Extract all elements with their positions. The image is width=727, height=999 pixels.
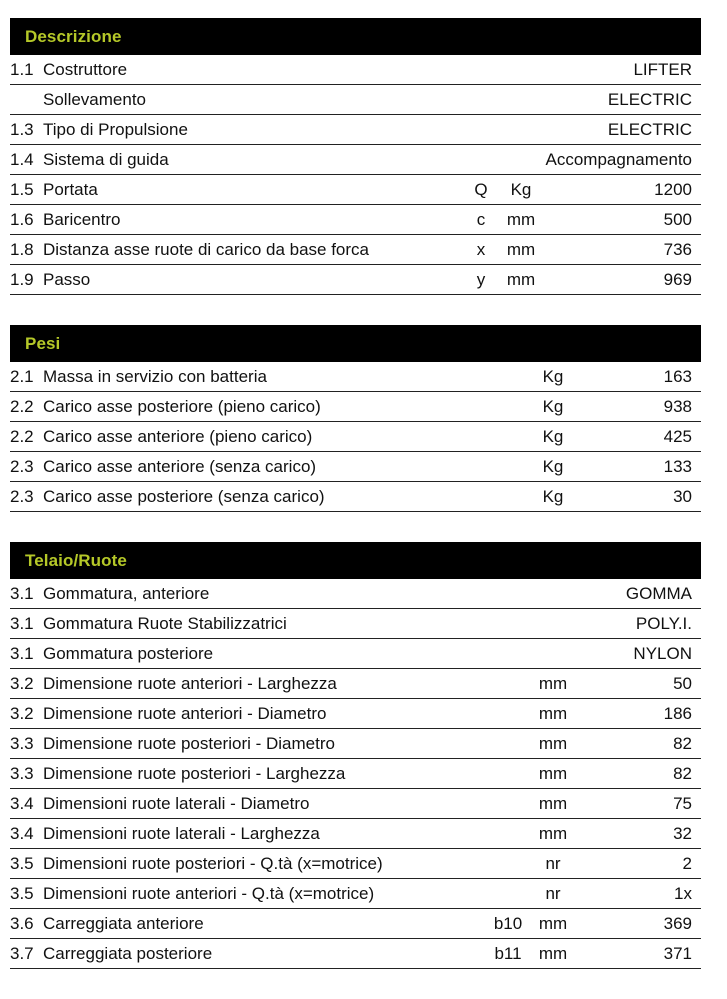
row-unit: nr <box>545 854 561 873</box>
table-row <box>10 639 701 669</box>
row-value: Accompagnamento <box>545 150 692 169</box>
row-value: 32 <box>673 824 692 843</box>
row-symbol: b10 <box>493 914 523 933</box>
section-title: Descrizione <box>25 27 122 46</box>
spec-sheet <box>10 18 701 999</box>
section-header <box>10 542 701 579</box>
row-value: POLY.I. <box>635 614 692 633</box>
row-value: 425 <box>663 427 692 446</box>
row-number: 1.1 <box>10 60 34 79</box>
row-unit: mm <box>538 704 568 723</box>
row-number: 1.3 <box>10 120 34 139</box>
row-value: 75 <box>673 794 692 813</box>
row-value: 500 <box>663 210 692 229</box>
row-label: Sistema di guida <box>43 150 169 169</box>
row-value: 50 <box>673 674 692 693</box>
row-label: Portata <box>43 180 98 199</box>
section-header <box>10 18 701 55</box>
table-row <box>10 759 701 789</box>
row-value: 2 <box>682 854 692 873</box>
row-value: NYLON <box>633 644 692 663</box>
row-value: 186 <box>663 704 692 723</box>
table-row <box>10 879 701 909</box>
row-value: 133 <box>663 457 692 476</box>
row-number: 3.3 <box>10 764 34 783</box>
row-label: Dimensione ruote anteriori - Larghezza <box>43 674 337 693</box>
row-label: Massa in servizio con batteria <box>43 367 267 386</box>
row-label: Gommatura posteriore <box>43 644 214 663</box>
table-row <box>10 789 701 819</box>
row-number: 2.1 <box>10 367 34 386</box>
row-label: Carico asse anteriore (senza carico) <box>43 457 317 476</box>
row-label: Carico asse anteriore (pieno carico) <box>43 427 313 446</box>
row-unit: mm <box>538 764 568 783</box>
row-unit: Kg <box>542 427 564 446</box>
table-row <box>10 579 701 609</box>
row-unit: mm <box>538 944 568 963</box>
row-number: 3.1 <box>10 584 34 603</box>
row-unit: Kg <box>510 180 532 199</box>
row-value: 969 <box>663 270 692 289</box>
row-number: 3.4 <box>10 824 34 843</box>
table-row <box>10 145 701 175</box>
table-row <box>10 235 701 265</box>
section-title: Telaio/Ruote <box>25 551 127 570</box>
row-value: 30 <box>673 487 692 506</box>
table-row <box>10 609 701 639</box>
section-descrizione <box>10 18 701 295</box>
row-value: 1200 <box>654 180 692 199</box>
table-row <box>10 482 701 512</box>
row-number: 3.5 <box>10 884 34 903</box>
row-label: Distanza asse ruote di carico da base forca <box>43 240 370 259</box>
row-unit: mm <box>506 210 536 229</box>
row-label: Dimensioni ruote anteriori - Q.tà (x=motrice) <box>43 884 375 903</box>
row-number: 3.2 <box>10 674 34 693</box>
section-title: Pesi <box>25 334 61 353</box>
row-label: Passo <box>43 270 91 289</box>
row-label: Carico asse posteriore (pieno carico) <box>43 397 321 416</box>
row-label: Gommatura Ruote Stabilizzatrici <box>43 614 287 633</box>
section-telaio-ruote <box>10 542 701 969</box>
row-symbol: Q <box>474 180 488 199</box>
row-unit: mm <box>538 674 568 693</box>
section-header <box>10 325 701 362</box>
row-unit: mm <box>538 824 568 843</box>
row-label: Baricentro <box>43 210 121 229</box>
table-row <box>10 819 701 849</box>
row-unit: mm <box>538 794 568 813</box>
row-symbol: x <box>476 240 486 259</box>
table-row <box>10 422 701 452</box>
row-number: 3.1 <box>10 644 34 663</box>
row-value: 163 <box>663 367 692 386</box>
row-number: 3.6 <box>10 914 34 933</box>
row-number: 3.1 <box>10 614 34 633</box>
row-label: Dimensione ruote anteriori - Diametro <box>43 704 327 723</box>
table-row <box>10 939 701 969</box>
row-number: 1.4 <box>10 150 34 169</box>
row-value: GOMMA <box>625 584 692 603</box>
row-value: 82 <box>673 734 692 753</box>
table-row <box>10 909 701 939</box>
row-number: 3.3 <box>10 734 34 753</box>
row-number: 1.6 <box>10 210 34 229</box>
table-row <box>10 452 701 482</box>
row-symbol: b11 <box>494 944 522 963</box>
row-label: Sollevamento <box>43 90 147 109</box>
table-row <box>10 115 701 145</box>
row-value: 1x <box>674 884 692 903</box>
row-number: 3.5 <box>10 854 34 873</box>
row-unit: Kg <box>542 367 564 386</box>
row-value: 369 <box>663 914 692 933</box>
row-unit: mm <box>538 914 568 933</box>
row-number: 2.3 <box>10 457 34 476</box>
row-unit: Kg <box>542 397 564 416</box>
section-pesi <box>10 325 701 512</box>
row-value: LIFTER <box>633 60 692 79</box>
table-row <box>10 55 701 85</box>
table-row <box>10 265 701 295</box>
row-label: Tipo di Propulsione <box>43 120 188 139</box>
row-label: Dimensione ruote posteriori - Diametro <box>43 734 335 753</box>
row-value: ELECTRIC <box>607 90 692 109</box>
table-row <box>10 669 701 699</box>
row-number: 3.7 <box>10 944 34 963</box>
row-number: 1.8 <box>10 240 34 259</box>
table-row <box>10 85 701 115</box>
row-label: Carreggiata anteriore <box>43 914 204 933</box>
row-number: 1.5 <box>10 180 34 199</box>
row-value: 736 <box>663 240 692 259</box>
table-row <box>10 849 701 879</box>
row-value: 371 <box>663 944 692 963</box>
table-row <box>10 729 701 759</box>
row-label: Carreggiata posteriore <box>43 944 213 963</box>
row-unit: mm <box>506 240 536 259</box>
row-symbol: y <box>476 270 486 289</box>
row-value: 82 <box>673 764 692 783</box>
row-unit: mm <box>506 270 536 289</box>
row-number: 3.2 <box>10 704 34 723</box>
table-row <box>10 699 701 729</box>
row-unit: Kg <box>542 457 564 476</box>
table-row <box>10 205 701 235</box>
table-row <box>10 175 701 205</box>
row-label: Dimensione ruote posteriori - Larghezza <box>43 764 346 783</box>
row-unit: nr <box>545 884 561 903</box>
row-label: Dimensioni ruote posteriori - Q.tà (x=motrice) <box>43 854 383 873</box>
table-row <box>10 392 701 422</box>
row-label: Gommatura, anteriore <box>43 584 210 603</box>
row-number: 2.3 <box>10 487 34 506</box>
row-number: 2.2 <box>10 427 34 446</box>
row-symbol: c <box>476 210 486 229</box>
row-label: Dimensioni ruote laterali - Diametro <box>43 794 310 813</box>
table-row <box>10 362 701 392</box>
row-number: 3.4 <box>10 794 34 813</box>
row-value: 938 <box>663 397 692 416</box>
row-number: 1.9 <box>10 270 34 289</box>
row-unit: mm <box>538 734 568 753</box>
row-label: Carico asse posteriore (senza carico) <box>43 487 325 506</box>
row-unit: Kg <box>542 487 564 506</box>
row-label: Dimensioni ruote laterali - Larghezza <box>43 824 320 843</box>
row-value: ELECTRIC <box>607 120 692 139</box>
row-number: 2.2 <box>10 397 34 416</box>
row-label: Costruttore <box>43 60 128 79</box>
